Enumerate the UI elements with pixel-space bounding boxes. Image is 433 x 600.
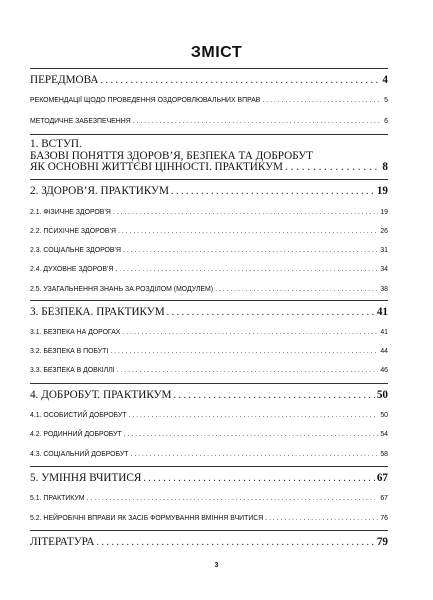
page-title: ЗМІСТ	[190, 44, 243, 61]
toc-entry-label: ПЕРЕДМОВА	[30, 74, 99, 86]
toc-entry-4-1[interactable]	[30, 412, 388, 419]
toc-leader-dots	[113, 209, 378, 216]
separator-rule	[30, 134, 388, 135]
toc-entry-5-2[interactable]	[30, 515, 388, 522]
toc-entry-chapter-4[interactable]	[30, 389, 388, 401]
toc-entry-chapter-1[interactable]	[30, 139, 388, 174]
toc-entry-chapter-5[interactable]	[30, 472, 388, 484]
toc-entry-label: 4.1. ОСОБИСТИЙ ДОБРОБУТ	[30, 412, 127, 419]
toc-entry-label: 5.2. НЕЙРОБІЧНІ ВПРАВИ ЯК ЗАСІБ ФОРМУВАННЯ ВМІННЯ ВЧИТИСЯ	[30, 515, 264, 522]
toc-entry-2-5[interactable]	[30, 286, 388, 293]
toc-entry-label: 3.3. БЕЗПЕКА В ДОВКІЛЛІ	[30, 367, 115, 374]
toc-entry-label: 2.3. СОЦІАЛЬНЕ ЗДОРОВ’Я	[30, 247, 121, 254]
toc-entry-label: 2.1. ФІЗИЧНЕ ЗДОРОВ’Я	[30, 209, 111, 216]
toc-entry-label-line: ЯК ОСНОВНІ ЖИТТЄВІ ЦІННОСТІ. ПРАКТИКУМ	[30, 161, 283, 174]
toc-leader-dots	[86, 495, 378, 502]
toc-entry-2-3[interactable]	[30, 247, 388, 254]
toc-leader-dots	[117, 367, 379, 374]
toc-entry-label-line: 1. ВСТУП.	[30, 138, 82, 150]
toc-entry-label: 2.2. ПСИХІЧНЕ ЗДОРОВ’Я	[30, 228, 116, 235]
toc-leader-dots	[110, 348, 378, 355]
toc-entry-page: 54	[380, 431, 388, 438]
toc-entry-2-2[interactable]	[30, 228, 388, 235]
toc-leader-dots	[215, 286, 378, 293]
toc-leader-dots	[265, 515, 378, 522]
toc-entry-page: 4	[382, 74, 388, 86]
toc-entry-label: 2.4. ДУХОВНЕ ЗДОРОВ’Я	[30, 266, 114, 273]
toc-entry-page: 58	[380, 451, 388, 458]
toc-entry-label: 5.1. ПРАКТИКУМ	[30, 495, 85, 502]
toc-leader-dots	[100, 75, 380, 86]
toc-entry-label: 3.1. БЕЗПЕКА НА ДОРОГАХ	[30, 329, 121, 336]
toc-entry-page: 26	[380, 228, 388, 235]
toc-entry-page: 67	[380, 495, 388, 502]
toc-leader-dots	[167, 307, 375, 318]
toc-entry-label: МЕТОДИЧНЕ ЗАБЕЗПЕЧЕННЯ	[30, 118, 131, 125]
toc-entry-label: 3.2. БЕЗПЕКА В ПОБУТІ	[30, 348, 109, 355]
toc-entry-page: 38	[380, 286, 388, 293]
toc-leader-dots	[143, 473, 375, 484]
separator-rule	[30, 300, 388, 301]
toc-leader-dots	[118, 228, 378, 235]
toc-leader-dots	[115, 266, 378, 273]
toc-entry-page: 41	[380, 329, 388, 336]
toc-entry-label: 4. ДОБРОБУТ. ПРАКТИКУМ	[30, 389, 172, 401]
toc-leader-dots	[124, 431, 379, 438]
toc-entry-page: 19	[376, 185, 388, 197]
toc-entry-literature[interactable]	[30, 536, 388, 548]
separator-rule	[30, 383, 388, 384]
toc-entry-page: 46	[380, 367, 388, 374]
toc-entry-methodology[interactable]	[30, 118, 388, 125]
toc-entry-page: 19	[380, 209, 388, 216]
toc-entry-page: 5	[384, 97, 388, 104]
separator-rule	[30, 179, 388, 180]
toc-leader-dots	[133, 118, 382, 125]
toc-entry-4-2[interactable]	[30, 431, 388, 438]
toc-leader-dots	[262, 97, 382, 104]
toc-entry-label: 2. ЗДОРОВ’Я. ПРАКТИКУМ	[30, 185, 169, 197]
toc-entry-recommendations[interactable]	[30, 97, 388, 104]
toc-entry-page: 76	[380, 515, 388, 522]
toc-entry-preface[interactable]	[30, 74, 388, 86]
toc-entry-2-4[interactable]	[30, 266, 388, 273]
toc-leader-dots	[285, 162, 380, 174]
toc-entry-page: 50	[376, 389, 388, 401]
toc-leader-dots	[171, 186, 375, 197]
toc-entry-page: 67	[376, 472, 388, 484]
toc-entry-chapter-3[interactable]	[30, 306, 388, 318]
toc-entry-page: 6	[384, 118, 388, 125]
toc-entry-3-1[interactable]	[30, 329, 388, 336]
toc-entry-page: 41	[376, 306, 388, 318]
toc-entry-label: 3. БЕЗПЕКА. ПРАКТИКУМ	[30, 306, 165, 318]
toc-leader-dots	[173, 390, 374, 401]
toc-entry-2-1[interactable]	[30, 209, 388, 216]
toc-leader-dots	[131, 451, 379, 458]
toc-leader-dots	[123, 247, 378, 254]
toc-entry-label: 4.2. РОДИННИЙ ДОБРОБУТ	[30, 431, 122, 438]
separator-rule	[30, 530, 388, 531]
toc-entry-4-3[interactable]	[30, 451, 388, 458]
toc-entry-label: 2.5. УЗАГАЛЬНЕННЯ ЗНАНЬ ЗА РОЗДІЛОМ (МОДУЛЕМ)	[30, 286, 214, 293]
toc-leader-dots	[129, 412, 379, 419]
toc-entry-5-1[interactable]	[30, 495, 388, 502]
toc-entry-label: РЕКОМЕНДАЦІЇ ЩОДО ПРОВЕДЕННЯ ОЗДОРОВЛЮВАЛЬНИХ ВПРАВ	[30, 97, 261, 104]
toc-entry-page: 34	[380, 266, 388, 273]
separator-rule	[30, 466, 388, 467]
toc-entry-3-3[interactable]	[30, 367, 388, 374]
toc-entry-page: 8	[382, 161, 388, 174]
page-number: 3	[214, 562, 219, 569]
toc-entry-page: 79	[376, 536, 388, 548]
toc-entry-chapter-2[interactable]	[30, 185, 388, 197]
toc-entry-label: 4.3. СОЦІАЛЬНИЙ ДОБРОБУТ	[30, 451, 129, 458]
toc-entry-page: 50	[380, 412, 388, 419]
toc-entry-label: ЛІТЕРАТУРА	[30, 536, 95, 548]
toc-entry-page: 44	[380, 348, 388, 355]
toc-entry-page: 31	[380, 247, 388, 254]
toc-entry-3-2[interactable]	[30, 348, 388, 355]
toc-leader-dots	[122, 329, 378, 336]
toc-entry-label: 5. УМІННЯ ВЧИТИСЯ	[30, 472, 142, 484]
toc-entry-label-line: БАЗОВІ ПОНЯТТЯ ЗДОРОВ’Я, БЕЗПЕКА ТА ДОБРОБУТ	[30, 149, 314, 162]
toc-leader-dots	[97, 537, 375, 548]
separator-rule	[30, 68, 388, 69]
